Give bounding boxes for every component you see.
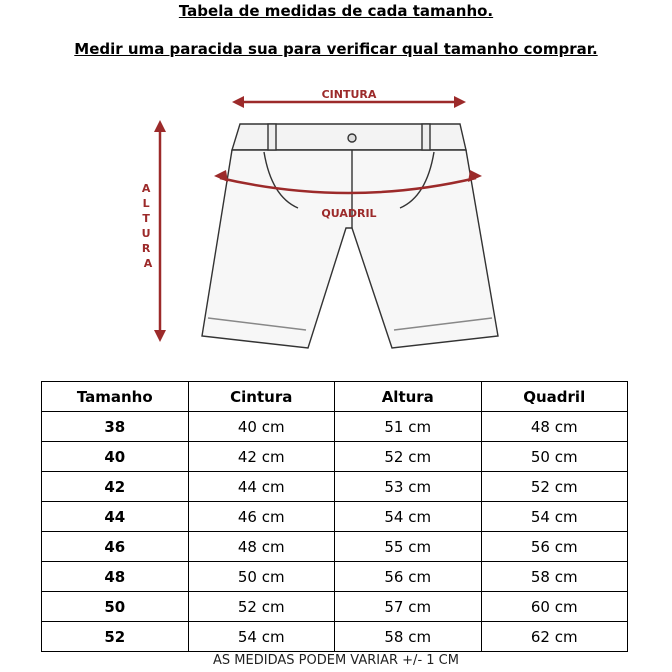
height-arrow <box>154 120 166 342</box>
hip-cell: 62 cm <box>481 622 628 652</box>
size-cell: 50 <box>42 592 189 622</box>
table-row <box>42 562 628 592</box>
waist-cell: 50 cm <box>188 562 335 592</box>
height-cell: 54 cm <box>335 502 482 532</box>
table-row <box>42 472 628 502</box>
header-hip: Quadril <box>481 382 628 412</box>
waist-cell: 54 cm <box>188 622 335 652</box>
height-cell: 56 cm <box>335 562 482 592</box>
shorts-illustration <box>202 124 498 348</box>
header-waist: Cintura <box>188 382 335 412</box>
hip-cell: 52 cm <box>481 472 628 502</box>
waist-label: CINTURA <box>321 88 377 101</box>
table-row <box>42 502 628 532</box>
waist-cell: 52 cm <box>188 592 335 622</box>
height-cell: 58 cm <box>335 622 482 652</box>
waist-cell: 40 cm <box>188 412 335 442</box>
hip-cell: 50 cm <box>481 442 628 472</box>
footer-note: AS MEDIDAS PODEM VARIAR +/- 1 CM <box>213 653 459 668</box>
hip-cell: 54 cm <box>481 502 628 532</box>
size-cell: 48 <box>42 562 189 592</box>
hip-cell: 58 cm <box>481 562 628 592</box>
height-cell: 52 cm <box>335 442 482 472</box>
size-cell: 44 <box>42 502 189 532</box>
title-line-2: Medir uma paracida sua para verificar qual tamanho comprar. <box>74 40 598 58</box>
table-row <box>42 622 628 652</box>
size-table <box>41 381 628 652</box>
waist-cell: 48 cm <box>188 532 335 562</box>
table-header-row <box>42 382 628 412</box>
table-row <box>42 412 628 442</box>
shorts-diagram <box>120 78 520 353</box>
height-cell: 57 cm <box>335 592 482 622</box>
hip-label: QUADRIL <box>321 207 377 220</box>
size-cell: 38 <box>42 412 189 442</box>
height-cell: 55 cm <box>335 532 482 562</box>
height-cell: 51 cm <box>335 412 482 442</box>
size-cell: 42 <box>42 472 189 502</box>
title-line-1: Tabela de medidas de cada tamanho. <box>178 2 494 20</box>
table-row <box>42 532 628 562</box>
table-row <box>42 592 628 622</box>
hip-cell: 48 cm <box>481 412 628 442</box>
waist-cell: 44 cm <box>188 472 335 502</box>
header-height: Altura <box>335 382 482 412</box>
height-cell: 53 cm <box>335 472 482 502</box>
header-size: Tamanho <box>42 382 189 412</box>
waist-cell: 42 cm <box>188 442 335 472</box>
size-cell: 52 <box>42 622 189 652</box>
table-row <box>42 442 628 472</box>
size-cell: 40 <box>42 442 189 472</box>
height-label: A L T U R A <box>141 182 153 270</box>
hip-cell: 60 cm <box>481 592 628 622</box>
size-cell: 46 <box>42 532 189 562</box>
hip-cell: 56 cm <box>481 532 628 562</box>
waist-cell: 46 cm <box>188 502 335 532</box>
